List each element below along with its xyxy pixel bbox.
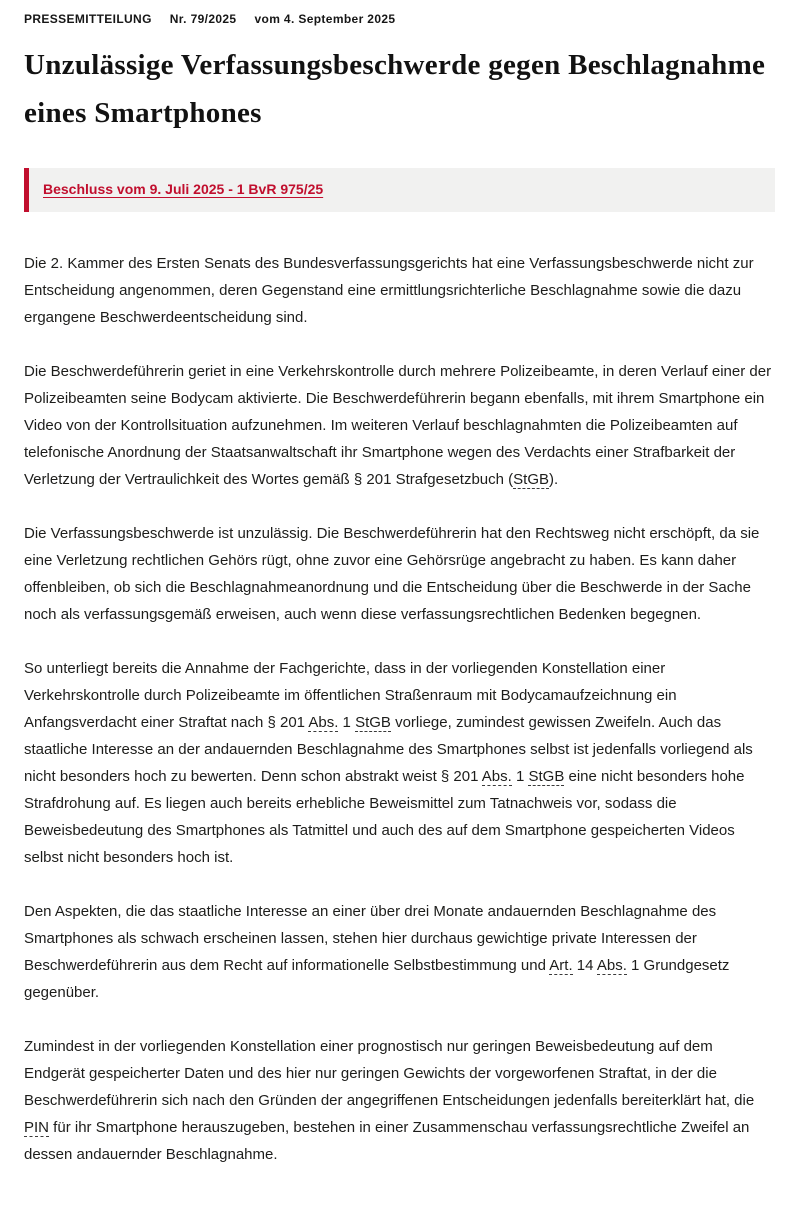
- paragraph: Zumindest in der vorliegenden Konstellation einer prognostisch nur geringen Beweisbedeutung auf dem Endgerät gespeicherter Daten und des hier nur geringen Gewichts der vorgeworfenen Straftat, in der die Beschwerdeführerin sich nach den Gründen der angegriffenen Entscheidungen jedenfalls bereiterklärt hat, die PIN für ihr Smartphone herauszugeben, bestehen in einer Zusammenschau verfassungsrechtliche Zweifel an dessen andauernder Beschlagnahme.: [24, 1037, 755, 1163]
- paragraph: Die Beschwerdeführerin geriet in eine Verkehrskontrolle durch mehrere Polizeibeamte, in deren Verlauf einer der Polizeibeamten seine Bodycam aktivierte. Die Beschwerdeführerin begann ebenfalls, mit ihrem Smartphone ein Video von der Kontrollsituation aufzunehmen. Im weiteren Verlauf beschlagnahmten die Polizeibeamten auf telefonische Anordnung der Staatsanwaltschaft ihr Smartphone wegen des Verdachts einer Strafbarkeit der Verletzung der Vertraulichkeit des Wortes gemäß § 201 Strafgesetzbuch (StGB).: [24, 362, 772, 488]
- kicker-label: PRESSEMITTEILUNG: [24, 12, 152, 26]
- paragraph: Den Aspekten, die das staatliche Interesse an einer über drei Monate andauernden Beschlagnahme des Smartphones als schwach erscheinen lassen, stehen hier durchaus gewichtige private Interessen der Beschwerdeführerin aus dem Recht auf informationelle Selbstbestimmung und Art. 14 Abs. 1 Grundgesetz gegenüber.: [24, 902, 730, 1001]
- press-number: Nr. 79/2025: [169, 12, 237, 26]
- meta-row: [24, 10, 775, 26]
- abbreviation: Abs.: [481, 767, 512, 785]
- paragraph: So unterliegt bereits die Annahme der Fachgerichte, dass in der vorliegenden Konstellation einer Verkehrskontrolle durch Polizeibeamte im öffentlichen Straßenraum mit Bodycamaufzeichnung ein Anfangsverdacht einer Straftat nach § 201 Abs. 1 StGB vorliege, zumindest gewissen Zweifeln. Auch das staatliche Interesse an der andauernden Beschlagnahme des Smartphones selbst ist jedenfalls vorliegend als nicht besonders hoch zu bewerten. Denn schon abstrakt weist § 201 Abs. 1 StGB eine nicht besonders hohe Strafdrohung auf. Es liegen auch bereits erhebliche Beweismittel zum Tatnachweis vor, sodass die Beweisbedeutung des Smartphones als Tatmittel und auch des auf dem Smartphone gespeicherten Videos selbst nicht besonders hoch ist.: [24, 659, 753, 866]
- press-body: [24, 250, 775, 1168]
- decision-box: [24, 168, 775, 212]
- decision-link[interactable]: Beschluss vom 9. Juli 2025 - 1 BvR 975/25: [43, 180, 324, 197]
- abbreviation: Abs.: [308, 713, 339, 731]
- abbreviation: Art.: [549, 956, 573, 974]
- abbreviation: Abs.: [596, 956, 627, 974]
- abbreviation: StGB: [528, 767, 565, 785]
- abbreviation: StGB: [513, 470, 550, 488]
- abbreviation: PIN: [24, 1118, 50, 1136]
- page-title: Unzulässige Verfassungsbeschwerde gegen Beschlagnahme eines Smartphones: [24, 49, 766, 129]
- paragraph: Die Verfassungsbeschwerde ist unzulässig. Die Beschwerdeführerin hat den Rechtsweg nicht erschöpft, da sie eine Verletzung rechtlichen Gehörs rügt, ohne zuvor eine Gehörsrüge angebracht zu haben. Es kann daher offenbleiben, ob sich die Beschlagnahmeanordnung und die Entscheidung über die Beschwerde in der Sache noch als verfassungsgemäß erweisen, auch wenn diese verfassungsrechtlichen Bedenken begegnen.: [24, 524, 760, 623]
- abbreviation: StGB: [355, 713, 391, 731]
- press-date: vom 4. September 2025: [254, 12, 396, 26]
- paragraph: Die 2. Kammer des Ersten Senats des Bundesverfassungsgerichts hat eine Verfassungsbeschwerde nicht zur Entscheidung angenommen, deren Gegenstand eine ermittlungsrichterliche Beschlagnahme sowie die dazu ergangene Beschwerdeentscheidung sind.: [24, 254, 754, 326]
